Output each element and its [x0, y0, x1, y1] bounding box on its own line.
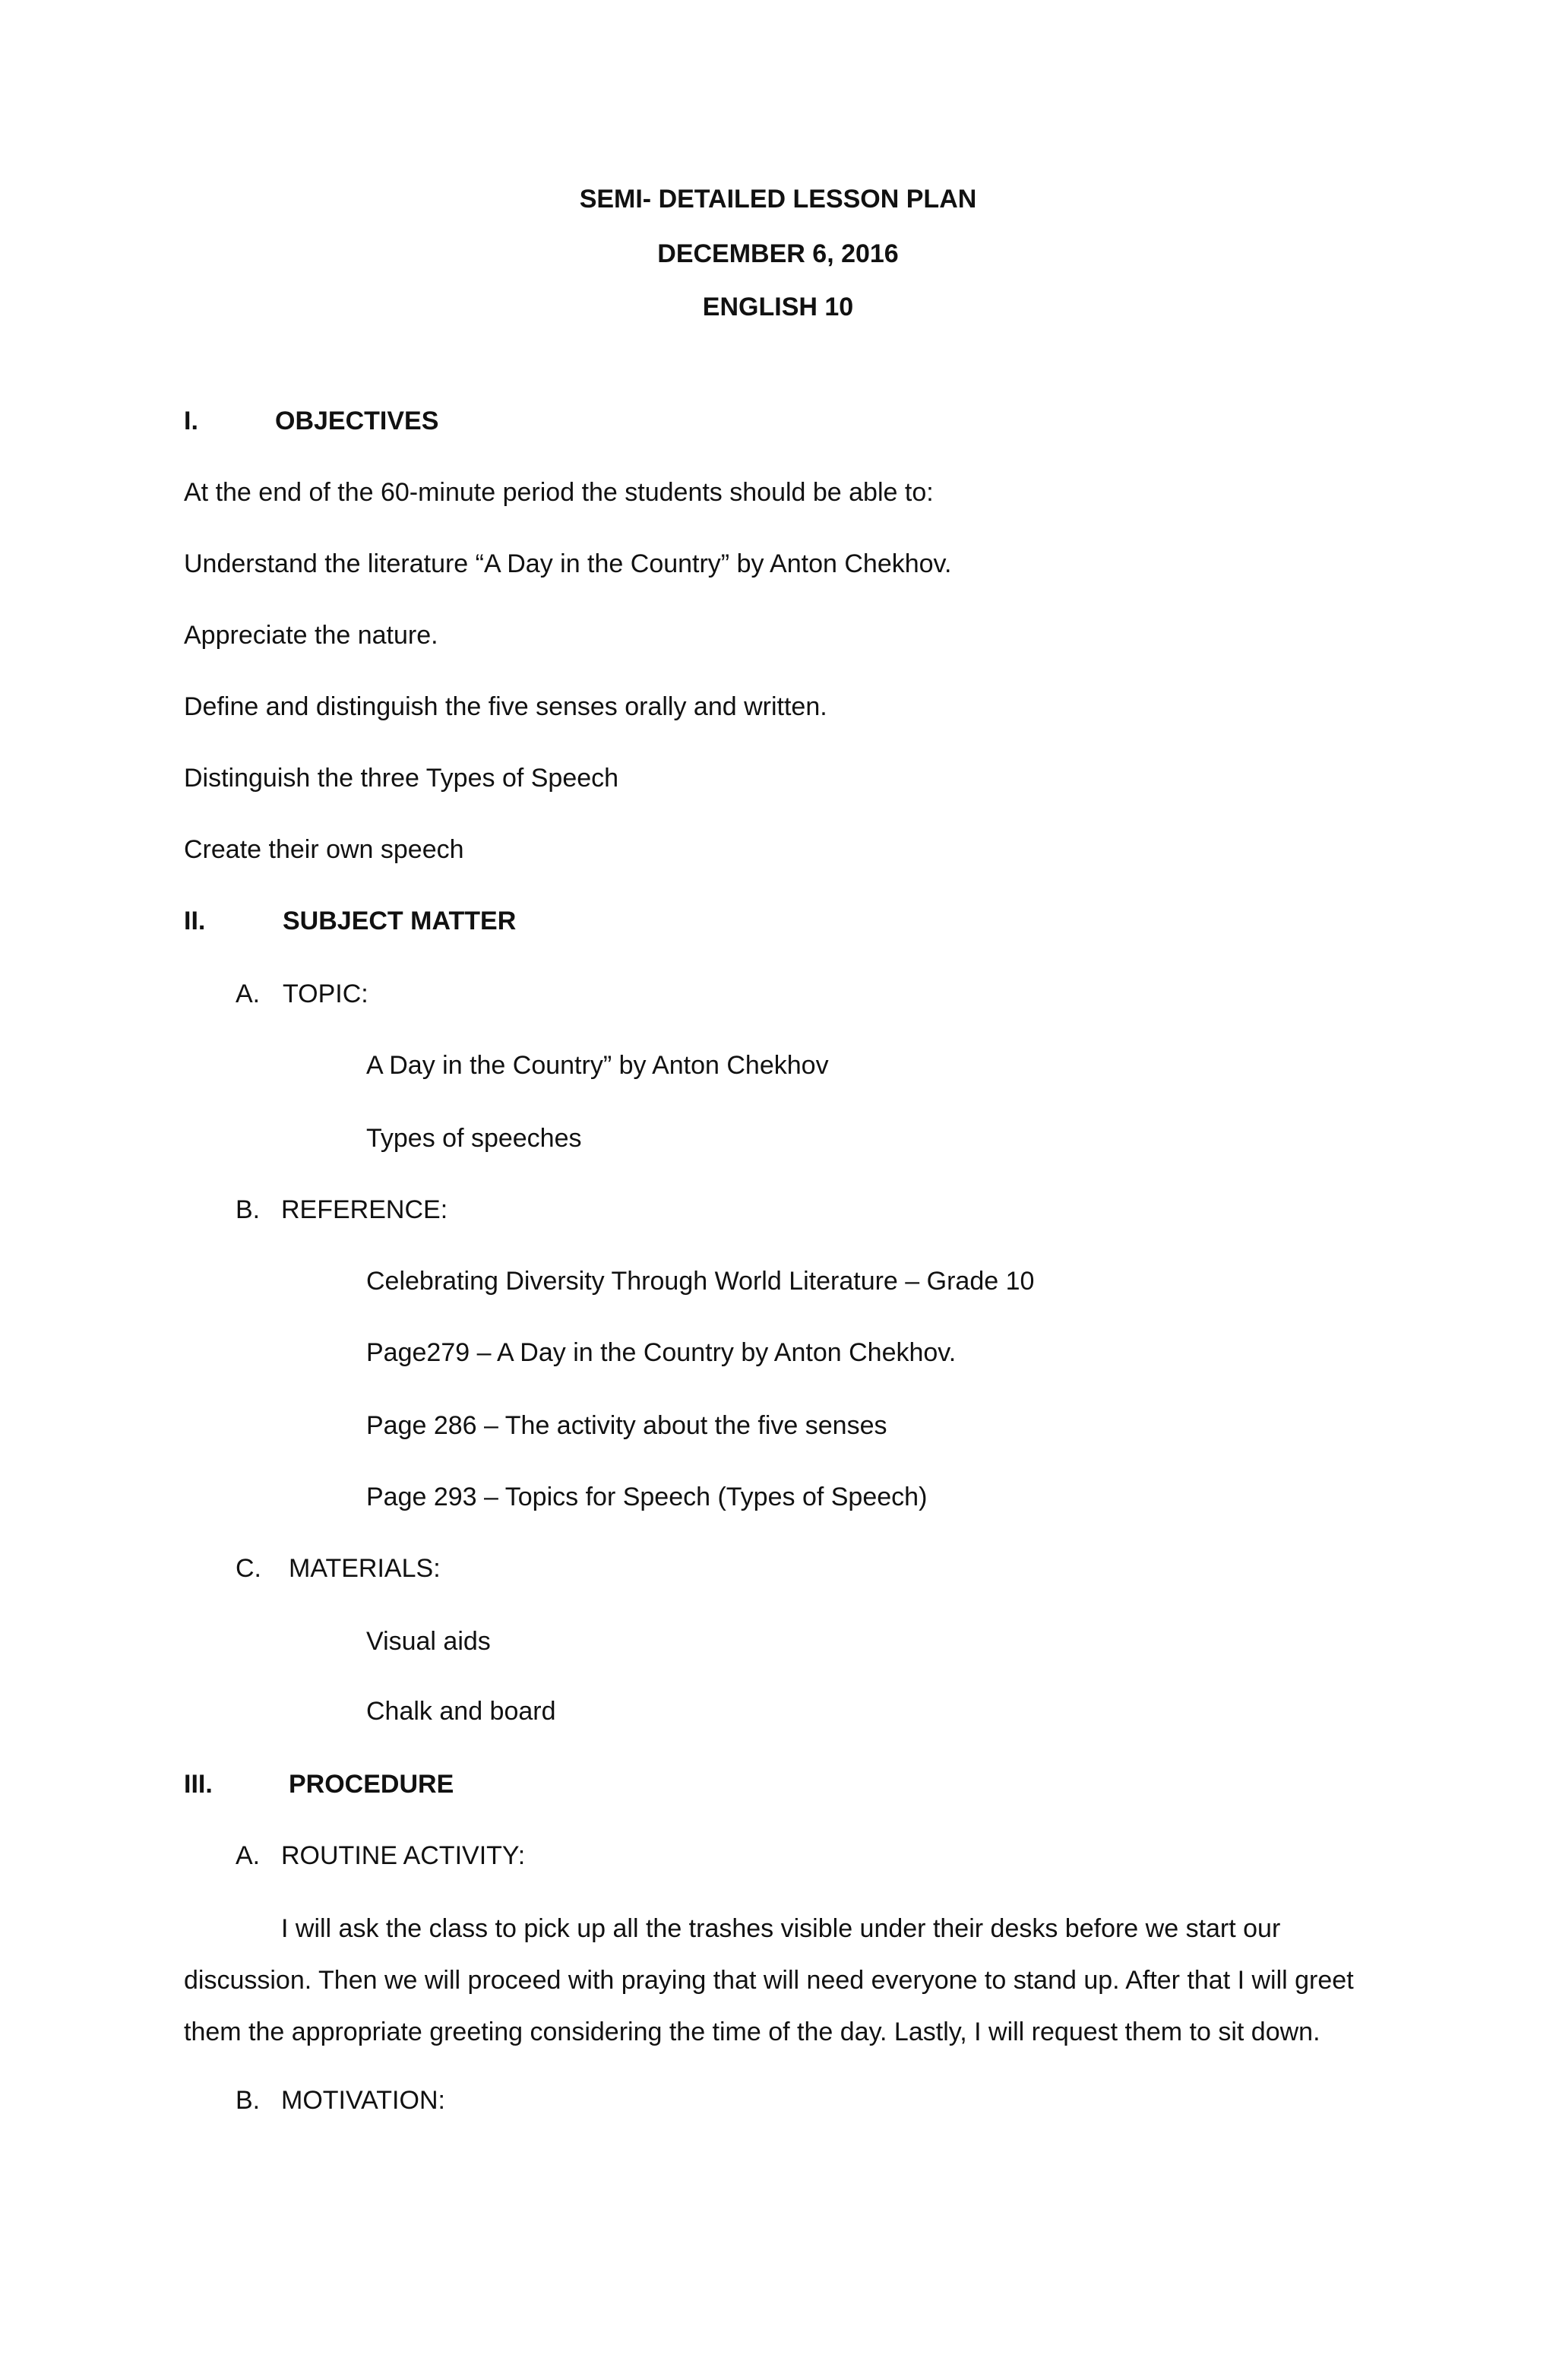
routine-activity-paragraph — [184, 1903, 1399, 2058]
document-subject: ENGLISH 10 — [702, 293, 854, 321]
objectives-intro: At the end of the 60-minute period the students should be able to: — [184, 478, 934, 507]
routine-activity-text: I will ask the class to pick up all the trashes visible under their desks before we start our discussion. Then we will proceed with praying that will need everyone to stand up. After that I will greet them the appropriate greeting considering the time of the day. Lastly, I will request them to sit down. — [184, 1914, 1354, 2046]
subsection-label-routine: ROUTINE ACTIVITY: — [281, 1841, 526, 1870]
subsection-letter-motivation: B. — [236, 2086, 261, 2115]
objective-item: Appreciate the nature. — [184, 621, 438, 650]
section-heading-subject-matter: SUBJECT MATTER — [283, 907, 517, 935]
section-numeral-procedure: III. — [184, 1770, 213, 1799]
subsection-letter-materials: C. — [236, 1554, 261, 1583]
objective-item: Define and distinguish the five senses orally and written. — [184, 692, 827, 721]
topic-item: Types of speeches — [366, 1124, 582, 1153]
materials-item: Chalk and board — [366, 1697, 556, 1726]
subsection-label-motivation: MOTIVATION: — [281, 2086, 445, 2115]
topic-item: A Day in the Country” by Anton Chekhov — [366, 1051, 829, 1080]
document-title: SEMI- DETAILED LESSON PLAN — [579, 185, 977, 214]
objective-item: Create their own speech — [184, 835, 464, 864]
reference-item: Celebrating Diversity Through World Literature – Grade 10 — [366, 1267, 1035, 1296]
subsection-letter-topic: A. — [236, 980, 261, 1008]
materials-item: Visual aids — [366, 1627, 491, 1656]
section-heading-procedure: PROCEDURE — [289, 1770, 454, 1799]
reference-item: Page279 – A Day in the Country by Anton Chekhov. — [366, 1338, 957, 1367]
subsection-letter-routine: A. — [236, 1841, 261, 1870]
subsection-label-reference: REFERENCE: — [281, 1195, 448, 1224]
reference-item: Page 293 – Topics for Speech (Types of Speech) — [366, 1483, 928, 1511]
section-numeral-objectives: I. — [184, 407, 198, 435]
subsection-label-topic: TOPIC: — [283, 980, 368, 1008]
document-date: DECEMBER 6, 2016 — [657, 239, 899, 268]
subsection-letter-reference: B. — [236, 1195, 261, 1224]
section-numeral-subject-matter: II. — [184, 907, 206, 935]
reference-item: Page 286 – The activity about the five senses — [366, 1411, 887, 1440]
objective-item: Understand the literature “A Day in the Country” by Anton Chekhov. — [184, 549, 952, 578]
objective-item: Distinguish the three Types of Speech — [184, 764, 619, 793]
section-heading-objectives: OBJECTIVES — [275, 407, 439, 435]
subsection-label-materials: MATERIALS: — [289, 1554, 441, 1583]
